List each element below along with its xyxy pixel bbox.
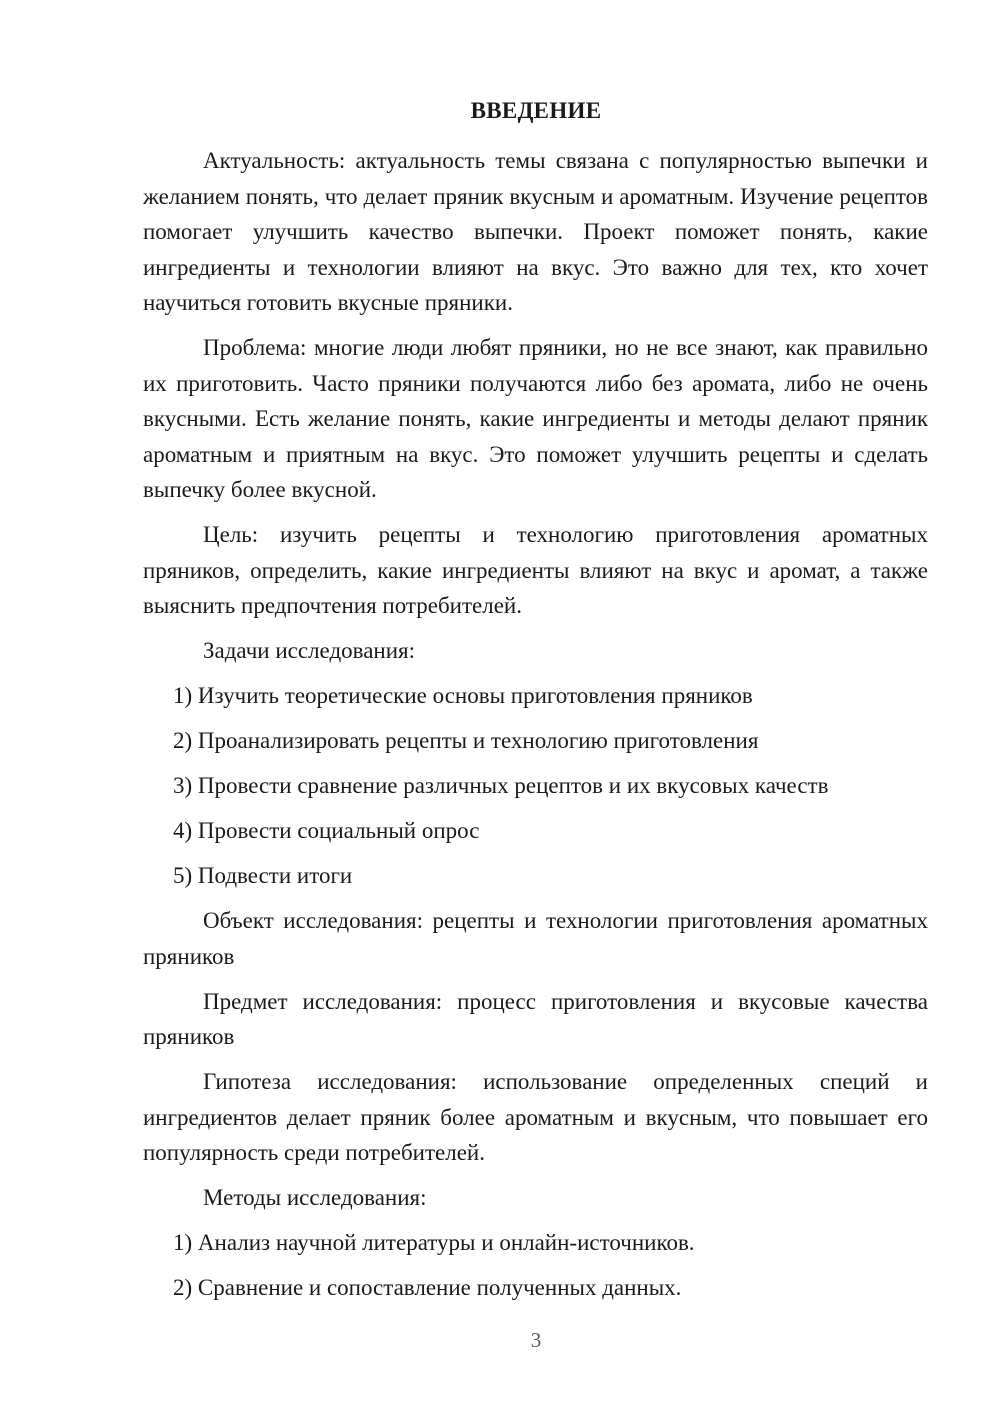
list-item: 1) Анализ научной литературы и онлайн-источников. <box>173 1230 695 1255</box>
list-item: 1) Изучить теоретические основы приготовления пряников <box>173 683 753 708</box>
methods-title: Методы исследования: <box>203 1185 427 1210</box>
object-paragraph: Объект исследования: рецепты и технологии приготовления ароматных пряников <box>143 908 928 969</box>
list-item: 5) Подвести итоги <box>173 863 353 888</box>
hypothesis-paragraph: Гипотеза исследования: использование определенных специй и ингредиентов делает пряник более ароматным и вкусным, что повышает его популярность среди потребителей. <box>143 1069 928 1165</box>
goal-paragraph: Цель: изучить рецепты и технологию приготовления ароматных пряников, определить, какие ингредиенты влияют на вкус и аромат, а также выяснить предпочтения потребителей. <box>143 522 928 618</box>
page-title: ВВЕДЕНИЕ <box>470 98 602 123</box>
list-item: 4) Провести социальный опрос <box>173 818 480 843</box>
problem-paragraph: Проблема: многие люди любят пряники, но не все знают, как правильно их приготовить. Часто пряники получаются либо без аромата, либо не очень вкусными. Есть желание понять, какие ингредиенты и методы делают пряник ароматным и приятным на вкус. Это поможет улучшить рецепты и сделать выпечку более вкусной. <box>143 335 928 502</box>
list-item: 2) Сравнение и сопоставление полученных данных. <box>173 1275 682 1300</box>
relevance-paragraph: Актуальность: актуальность темы связана с популярностью выпечки и желанием понять, что делает пряник вкусным и ароматным. Изучение рецептов помогает улучшить качество выпечки. Проект поможет понять, какие ингредиенты и технологии влияют на вкус. Это важно для тех, кто хочет научиться готовить вкусные пряники. <box>143 148 928 315</box>
tasks-list <box>143 678 928 894</box>
list-item: 3) Провести сравнение различных рецептов и их вкусовых качеств <box>173 773 829 798</box>
methods-list <box>143 1225 928 1306</box>
document-body <box>143 143 928 1315</box>
list-item: 2) Проанализировать рецепты и технологию приготовления <box>173 728 759 753</box>
subject-paragraph: Предмет исследования: процесс приготовления и вкусовые качества пряников <box>143 988 928 1049</box>
page-number: 3 <box>530 1328 542 1352</box>
tasks-title: Задачи исследования: <box>203 638 416 663</box>
